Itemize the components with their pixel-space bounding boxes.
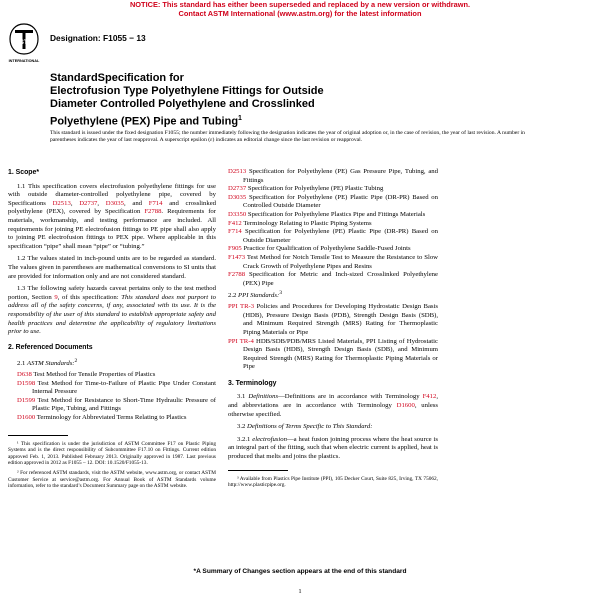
ref-item: PPI TR-3 Policies and Procedures for Developing Hydrostatic Design Basis (HDB), Pressure Design Basis (PDB), Strength Design Basis (SDB), and Minimum Required Strength (MRS) Rating for Thermoplastic Piping Materials or Pipe bbox=[228, 303, 438, 336]
intro-note: This standard is issued under the fixed designation F1055; the number immediately following the designation indicates the year of original adoption or, in the case of revision, the year of last revision. A number in parentheses indicates the year of last reapproval. A superscript epsilon (ε) indicates an editorial change since the last revision or reapproval. bbox=[50, 130, 525, 144]
left-column bbox=[8, 168, 216, 493]
ref-link-d3035[interactable]: D3035 bbox=[105, 199, 124, 207]
document-title bbox=[50, 72, 520, 128]
ref-item: D3350 Specification for Polyethylene Plastics Pipe and Fittings Materials bbox=[228, 210, 426, 218]
ref-item: D1599 Test Method for Resistance to Short-Time Hydraulic Pressure of Plastic Pipe, Tubing, and Fittings bbox=[17, 396, 216, 413]
ref-link-d1598[interactable]: D1598 bbox=[17, 379, 36, 387]
ref-link-d1600[interactable]: D1600 bbox=[17, 414, 36, 422]
ref-item: F905 Practice for Qualification of Polyethylene Saddle-Fused Joints bbox=[228, 245, 411, 253]
ref-link-d2737[interactable]: D2737 bbox=[228, 185, 247, 193]
scope-1-1: 1.1 This specification covers electrofusion polyethylene fittings for use with outside diameter-controlled polyethylene pipe, covered by Specifications D2513, D2737, D3035, and F714 and crosslinked polyethylene (PEX), covered by Specification F2788. Requirements for materials, workmanship, and testing performance are included. All requirements for joining PE electrofusion fittings to PE pipe shall also apply to joining PE electrofusion fittings to PEX pipe. Where applicable in this specification “pipe” shall mean “pipe” or “tubing.” bbox=[8, 182, 217, 250]
ref-link-section-9[interactable]: 9 bbox=[54, 293, 58, 301]
terminology-heading: 3. Terminology bbox=[228, 379, 277, 387]
notice-line-2: Contact ASTM International (www.astm.org) for the latest information bbox=[178, 9, 422, 18]
terminology-3-1: 3.1 Definitions—Definitions are in accordance with Terminology F412, and abbreviations are in accordance with Terminology D1600, unless otherwise specified. bbox=[228, 393, 439, 418]
footnote-divider bbox=[228, 470, 288, 471]
ref-link-ppi-tr-4[interactable]: PPI TR-4 bbox=[228, 337, 254, 345]
ref-item: D2513 Specification for Polyethylene (PE) Gas Pressure Pipe, Tubing, and Fittings bbox=[228, 168, 438, 184]
ref-link-f905[interactable]: F905 bbox=[228, 245, 242, 253]
astm-standards-subheading: 2.1 ASTM Standards:$^2$ bbox=[17, 358, 78, 368]
terminology-3-2: 3.2 Definitions of Terms Specific to This Standard: bbox=[237, 423, 373, 431]
ref-item: F1473 Test Method for Notch Tensile Test to Measure the Resistance to Slow Crack Growth of Polyethylene Pipes and Resins bbox=[228, 253, 438, 270]
title-line-3: Diameter Controlled Polyethylene and Crosslinked bbox=[50, 98, 315, 111]
title-line-1: StandardSpecification for bbox=[50, 72, 184, 84]
footnote-3: ³ Available from Plastics Pipe Institute (PPI), 105 Decker Court, Suite 825, Irving, TX 75062, http://www.plasticpipe.org. bbox=[228, 475, 438, 489]
ref-link-d3035[interactable]: D3035 bbox=[228, 193, 247, 201]
ref-item: D1598 Test Method for Time-to-Failure of Plastic Pipe Under Constant Internal Pressure bbox=[17, 379, 216, 396]
notice-line-1: NOTICE: This standard has either been superseded and replaced by a new version or withdrawn. bbox=[129, 0, 471, 9]
ref-item: F2788 Specification for Metric and Inch-sized Crosslinked Polyethylene (PEX) Pipe bbox=[228, 271, 438, 287]
ref-item: D3035 Specification for Polyethylene (PE) Plastic Pipe (DR-PR) Based on Controlled Outside Diameter bbox=[228, 193, 438, 210]
ref-link-f412[interactable]: F412 bbox=[422, 393, 437, 401]
ref-link-f2788[interactable]: F2788 bbox=[228, 271, 246, 279]
ref-link-d1599[interactable]: D1599 bbox=[17, 396, 36, 404]
ref-item: D638 Test Method for Tensile Properties of Plastics bbox=[17, 371, 156, 379]
scope-1-2: 1.2 The values stated in inch-pound units are to be regarded as standard. The values given in parentheses are mathematical conversions to SI units that are provided for information only and are not considered standard. bbox=[8, 255, 216, 280]
withdrawal-notice bbox=[0, 0, 600, 18]
ref-item: PPI TR-4 HDB/SDB/PDB/MRS Listed Materials, PPI Listing of Hydrostatic Design Basis (HDB), Strength Design Basis (SDB), and Minimum Required Strength (MRS) Rating for Thermoplastic Piping Materials or Pipe bbox=[228, 337, 438, 371]
ref-link-ppi-tr-3[interactable]: PPI TR-3 bbox=[228, 303, 255, 311]
title-line-4: Polyethylene (PEX) Pipe and Tubing$^1$ bbox=[50, 114, 242, 128]
title-footnote-mark: 1 bbox=[238, 114, 242, 122]
ref-link-d2513[interactable]: D2513 bbox=[52, 199, 71, 207]
ref-link-d638[interactable]: D638 bbox=[17, 371, 32, 379]
summary-of-changes-note: *A Summary of Changes section appears at the end of this standard bbox=[193, 568, 407, 575]
ref-link-f2788[interactable]: F2788 bbox=[144, 208, 162, 216]
ref-item: F412 Terminology Relating to Plastic Piping Systems bbox=[228, 219, 372, 227]
terminology-3-2-1: 3.2.1 electrofusion—a heat fusion joining process where the heat source is an integral part of the fitting, such that when electric current is applied, heat is produced that melts and joins the plastics. bbox=[228, 435, 439, 461]
right-column bbox=[228, 168, 438, 492]
ref-link-f412[interactable]: F412 bbox=[228, 219, 242, 227]
footnote-1: ¹ This specification is under the jurisdiction of ASTM Committee F17 on Plastic Piping Systems and is the direct responsibility of Subcommittee F17.10 on Fittings. Current edition approved Feb. 1, 2013. Published February 2013. Originally approved in 1987. Last previous edition approved in 2012 as F1055 – 12. DOI: 10.1520/F1055-13. bbox=[8, 440, 216, 467]
footnote-2: ² For referenced ASTM standards, visit the ASTM website, www.astm.org, or contact ASTM Customer Service at service@astm.org. For Annual Book of ASTM Standards volume information, refer to the standard’s Document Summary page on the ASTM website. bbox=[8, 470, 216, 490]
ppi-standards-subheading: 2.2 PPI Standards:$^3$ bbox=[228, 290, 283, 300]
ref-item: D2737 Specification for Polyethylene (PE) Plastic Tubing bbox=[228, 185, 384, 193]
ref-link-f714[interactable]: F714 bbox=[228, 228, 242, 236]
ref-item: D1600 Terminology for Abbreviated Terms Relating to Plastics bbox=[17, 414, 187, 422]
ref-link-d3350[interactable]: D3350 bbox=[228, 210, 247, 218]
ref-item: F714 Specification for Polyethylene (PE) Plastic Pipe (DR-PR) Based on Outside Diameter bbox=[228, 228, 438, 244]
ref-link-d2737[interactable]: D2737 bbox=[79, 199, 98, 207]
title-line-2: Electrofusion Type Polyethylene Fittings for Outside bbox=[50, 85, 324, 98]
astm-logo bbox=[7, 22, 41, 66]
ref-link-d2513[interactable]: D2513 bbox=[228, 168, 247, 175]
svg-text:INTERNATIONAL: INTERNATIONAL bbox=[8, 59, 40, 63]
footnote-divider bbox=[8, 435, 68, 436]
ref-link-f1473[interactable]: F1473 bbox=[228, 253, 246, 261]
ref-link-f714[interactable]: F714 bbox=[148, 199, 163, 207]
scope-heading: 1. Scope* bbox=[8, 169, 40, 176]
astm-logo-icon bbox=[7, 22, 41, 66]
ref-link-d1600[interactable]: D1600 bbox=[396, 402, 415, 410]
page-number: 1 bbox=[298, 588, 302, 595]
referenced-documents-heading: 2. Referenced Documents bbox=[8, 343, 93, 351]
scope-1-3: 1.3 The following safety hazards caveat pertains only to the test method portion, Section 9, of this specification: This standard does not purport to address all of the safety concerns, if any, associated with its use. It is the responsibility of the user of this standard to establish appropriate safety and health practices and determine the applicability of regulatory limitations prior to use. bbox=[8, 285, 216, 336]
svg-text:ASTM: ASTM bbox=[15, 40, 33, 46]
designation: Designation: F1055 − 13 bbox=[50, 33, 146, 43]
